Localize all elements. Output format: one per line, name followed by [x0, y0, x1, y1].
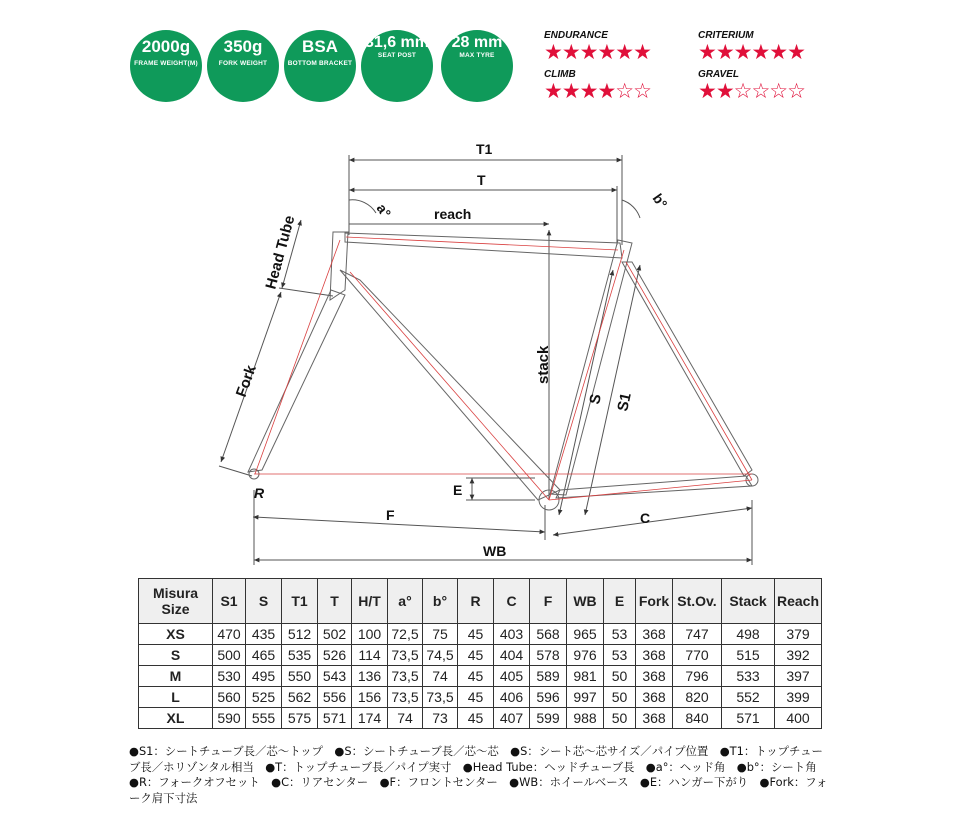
table-cell: 571 [318, 708, 352, 729]
table-cell: 45 [458, 708, 494, 729]
table-cell: 562 [282, 687, 318, 708]
table-cell: 560 [213, 687, 246, 708]
star-rating: ★★☆☆☆☆ [698, 79, 805, 103]
table-cell: 53 [604, 645, 636, 666]
label-b-angle: b° [649, 190, 671, 212]
label-s: S [586, 392, 605, 406]
spec-value: 350g [223, 37, 263, 56]
table-cell: 73,5 [388, 666, 423, 687]
size-cell: M [139, 666, 213, 687]
table-cell: 599 [530, 708, 567, 729]
rating-label: GRAVEL [698, 69, 739, 80]
table-cell: 114 [352, 645, 388, 666]
spec-label: SEAT POST [377, 52, 417, 59]
table-cell: 405 [494, 666, 530, 687]
column-header: Fork [636, 579, 673, 624]
table-cell: 575 [282, 708, 318, 729]
label-a-angle: a° [373, 200, 395, 221]
column-header: a° [388, 579, 423, 624]
column-header: St.Ov. [673, 579, 722, 624]
table-cell: 568 [530, 624, 567, 645]
table-cell: 498 [722, 624, 775, 645]
table-cell: 590 [213, 708, 246, 729]
table-cell: 53 [604, 624, 636, 645]
column-header: R [458, 579, 494, 624]
table-cell: 73,5 [388, 645, 423, 666]
spec-label: MAX TYRE [459, 52, 495, 59]
table-cell: 404 [494, 645, 530, 666]
table-cell: 988 [567, 708, 604, 729]
table-cell: 976 [567, 645, 604, 666]
label-head-tube: Head Tube [262, 213, 299, 292]
spec-label: FRAME WEIGHT(M) [134, 60, 198, 67]
column-header: T1 [282, 579, 318, 624]
table-cell: 403 [494, 624, 530, 645]
table-cell: 368 [636, 624, 673, 645]
table-cell: 981 [567, 666, 604, 687]
label-c: C [640, 510, 651, 526]
size-cell: XS [139, 624, 213, 645]
label-f: F [386, 507, 395, 523]
diagram-labels [233, 141, 671, 559]
table-cell: 400 [775, 708, 822, 729]
table-cell: 770 [673, 645, 722, 666]
table-cell: 533 [722, 666, 775, 687]
table-cell: 470 [213, 624, 246, 645]
table-row [139, 624, 822, 645]
table-cell: 840 [673, 708, 722, 729]
table-cell: 555 [246, 708, 282, 729]
table-cell: 368 [636, 687, 673, 708]
column-header: S [246, 579, 282, 624]
label-fork: Fork [232, 362, 260, 400]
table-cell: 50 [604, 666, 636, 687]
spec-label: FORK WEIGHT [218, 60, 268, 67]
table-row [139, 666, 822, 687]
legend-notes: ●S1：シートチューブ長／芯～トップ ●S：シートチューブ長／芯～芯 ●S：シート芯～芯サイズ／パイプ位置 ●T1：トップチューブ長／ホリゾンタル相当 ●T：トップチューブ長／パイプ実寸 ●Head Tube：ヘッドチューブ長 ●a°：ヘッド角 ●b°：シート角 ●R：フォークオフセット ●C：リアセンター ●F：フロントセンター ●WB：ホイールベース ●E：ハンガー下がり ●Fork：フォーク肩下寸法 [129, 744, 828, 805]
label-s1: S1 [614, 391, 635, 413]
table-cell: 596 [530, 687, 567, 708]
star-rating: ★★★★☆☆ [544, 79, 651, 103]
table-cell: 100 [352, 624, 388, 645]
table-cell: 526 [318, 645, 352, 666]
column-header: F [530, 579, 567, 624]
table-cell: 550 [282, 666, 318, 687]
column-header: H/T [352, 579, 388, 624]
table-cell: 406 [494, 687, 530, 708]
table-cell: 368 [636, 708, 673, 729]
table-cell: 535 [282, 645, 318, 666]
table-cell: 156 [352, 687, 388, 708]
table-cell: 136 [352, 666, 388, 687]
table-cell: 397 [775, 666, 822, 687]
table-cell: 368 [636, 666, 673, 687]
table-cell: 435 [246, 624, 282, 645]
table-cell: 74 [388, 708, 423, 729]
label-t1: T1 [476, 141, 493, 157]
column-header: Reach [775, 579, 822, 624]
column-header: T [318, 579, 352, 624]
column-header: Stack [722, 579, 775, 624]
table-cell: 45 [458, 645, 494, 666]
table-body [139, 624, 822, 729]
table-cell: 997 [567, 687, 604, 708]
geometry-table [138, 578, 822, 729]
label-r: R [254, 485, 265, 501]
table-cell: 74,5 [423, 645, 458, 666]
size-cell: L [139, 687, 213, 708]
column-header: WB [567, 579, 604, 624]
table-cell: 75 [423, 624, 458, 645]
table-cell: 392 [775, 645, 822, 666]
table-cell: 73 [423, 708, 458, 729]
label-t: T [477, 172, 486, 188]
table-cell: 495 [246, 666, 282, 687]
table-cell: 45 [458, 666, 494, 687]
table-header-row [139, 579, 822, 624]
table-cell: 747 [673, 624, 722, 645]
table-cell: 571 [722, 708, 775, 729]
label-reach: reach [434, 206, 472, 222]
star-rating: ★★★★★★ [544, 40, 651, 64]
label-e: E [453, 482, 463, 498]
spec-value: 28 mm [451, 34, 503, 51]
table-cell: 72,5 [388, 624, 423, 645]
spec-value: 2000g [141, 37, 191, 56]
table-cell: 578 [530, 645, 567, 666]
table-cell: 500 [213, 645, 246, 666]
size-cell: XL [139, 708, 213, 729]
table-cell: 45 [458, 687, 494, 708]
column-header: b° [423, 579, 458, 624]
table-cell: 543 [318, 666, 352, 687]
table-cell: 525 [246, 687, 282, 708]
table-cell: 465 [246, 645, 282, 666]
rating-label: ENDURANCE [544, 30, 608, 41]
table-cell: 399 [775, 687, 822, 708]
table-cell: 552 [722, 687, 775, 708]
table-cell: 50 [604, 708, 636, 729]
table-row [139, 645, 822, 666]
table-cell: 965 [567, 624, 604, 645]
label-wb: WB [483, 543, 507, 559]
spec-value: 31,6 mm [364, 34, 430, 51]
rating-label: CLIMB [544, 69, 576, 80]
table-cell: 74 [423, 666, 458, 687]
table-row [139, 687, 822, 708]
column-header: E [604, 579, 636, 624]
table-cell: 556 [318, 687, 352, 708]
table-cell: 45 [458, 624, 494, 645]
table-cell: 796 [673, 666, 722, 687]
table-cell: 368 [636, 645, 673, 666]
table-cell: 502 [318, 624, 352, 645]
rating-label: CRITERIUM [698, 30, 754, 41]
table-cell: 50 [604, 687, 636, 708]
frame-outline [248, 232, 758, 510]
size-cell: S [139, 645, 213, 666]
table-cell: 530 [213, 666, 246, 687]
table-cell: 73,5 [423, 687, 458, 708]
table-cell: 407 [494, 708, 530, 729]
table-cell: 512 [282, 624, 318, 645]
star-rating: ★★★★★★ [698, 40, 805, 64]
table-cell: 589 [530, 666, 567, 687]
frame-centerlines [254, 237, 752, 500]
label-stack: stack [535, 345, 552, 384]
table-cell: 73,5 [388, 687, 423, 708]
table-cell: 515 [722, 645, 775, 666]
column-header: Misura Size [139, 579, 213, 624]
table-cell: 379 [775, 624, 822, 645]
table-cell: 174 [352, 708, 388, 729]
table-cell: 820 [673, 687, 722, 708]
spec-label: BOTTOM BRACKET [287, 60, 353, 67]
column-header: C [494, 579, 530, 624]
table-row [139, 708, 822, 729]
spec-value: BSA [302, 37, 338, 56]
column-header: S1 [213, 579, 246, 624]
